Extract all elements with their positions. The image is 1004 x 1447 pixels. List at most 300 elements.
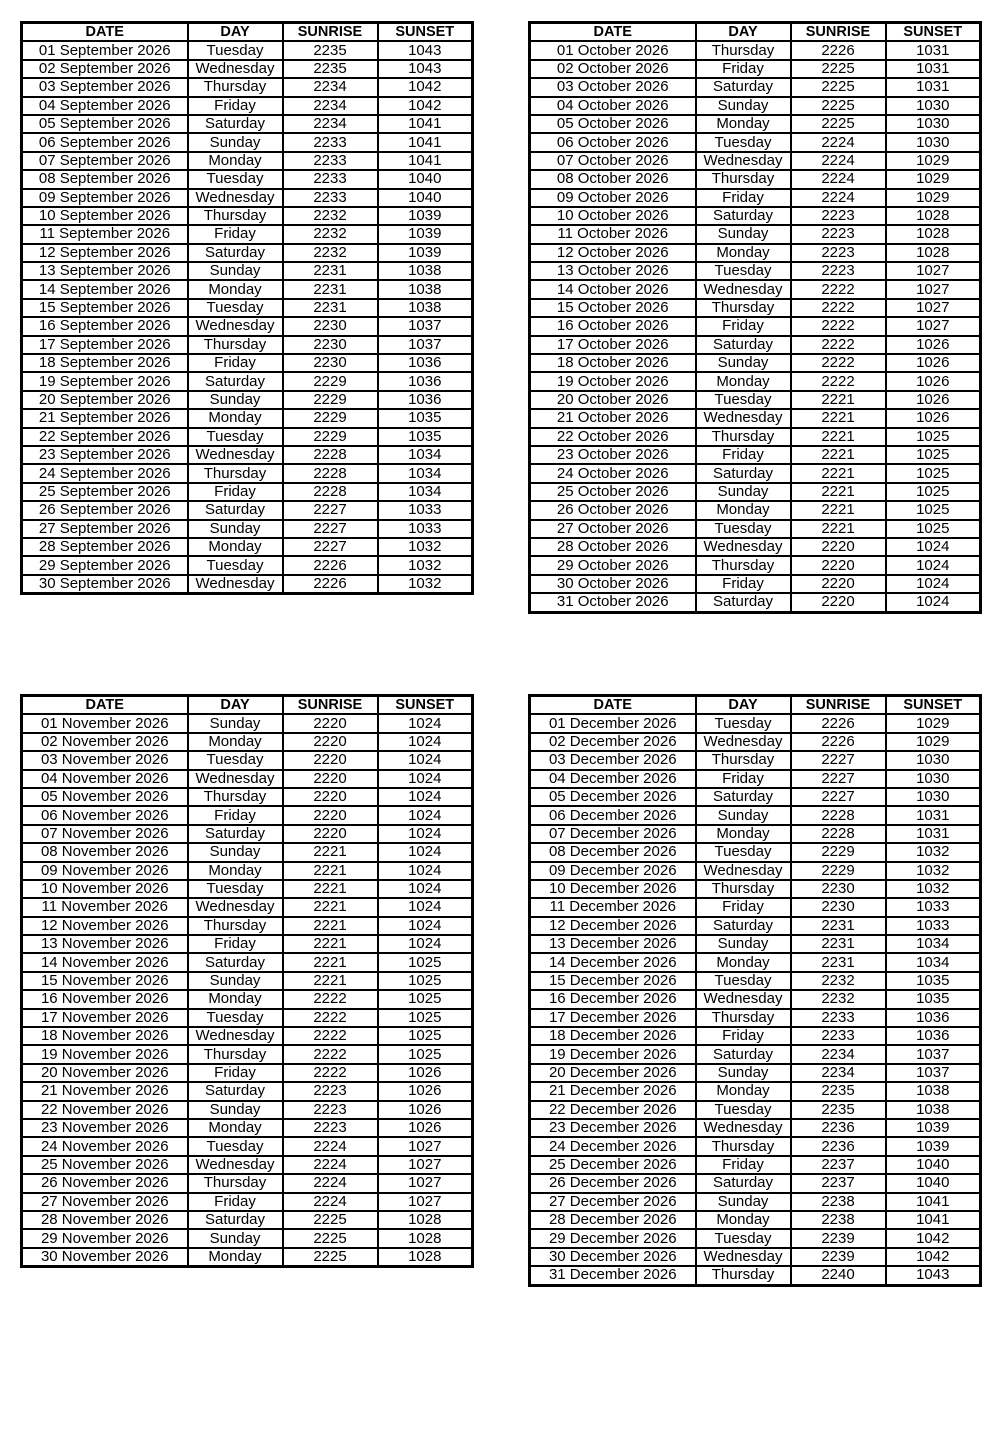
table-row <box>530 770 981 788</box>
table-row <box>22 41 473 59</box>
sunset-cell: 1031 <box>886 806 981 824</box>
date-cell: 19 September 2026 <box>22 372 188 390</box>
sunset-cell: 1031 <box>886 41 981 59</box>
sunset-cell: 1043 <box>886 1266 981 1285</box>
day-cell: Monday <box>188 733 283 751</box>
sunset-cell: 1039 <box>886 1119 981 1137</box>
sunrise-cell: 2230 <box>791 898 886 916</box>
table-row <box>530 336 981 354</box>
sunrise-cell: 2229 <box>791 843 886 861</box>
day-cell: Tuesday <box>188 1137 283 1155</box>
sunrise-cell: 2223 <box>791 244 886 262</box>
date-cell: 18 December 2026 <box>530 1027 696 1045</box>
day-cell: Monday <box>696 244 791 262</box>
day-cell: Thursday <box>696 1137 791 1155</box>
day-cell: Thursday <box>696 170 791 188</box>
sunrise-cell: 2228 <box>283 446 378 464</box>
table-row <box>530 207 981 225</box>
sunset-cell: 1024 <box>378 825 473 843</box>
sunrise-cell: 2224 <box>283 1137 378 1155</box>
date-cell: 31 October 2026 <box>530 593 696 612</box>
header-sunrise: SUNRISE <box>283 23 378 42</box>
date-cell: 15 November 2026 <box>22 972 188 990</box>
sunrise-cell: 2226 <box>283 556 378 574</box>
date-cell: 11 December 2026 <box>530 898 696 916</box>
day-cell: Thursday <box>188 1045 283 1063</box>
sunset-cell: 1038 <box>378 299 473 317</box>
day-cell: Tuesday <box>188 41 283 59</box>
table-row <box>22 1174 473 1192</box>
table-row <box>22 78 473 96</box>
sunset-cell: 1037 <box>378 317 473 335</box>
sunset-cell: 1032 <box>378 575 473 594</box>
day-cell: Friday <box>696 898 791 916</box>
date-cell: 21 October 2026 <box>530 409 696 427</box>
table-row <box>22 299 473 317</box>
table-row <box>22 1211 473 1229</box>
date-cell: 10 September 2026 <box>22 207 188 225</box>
table-row <box>530 501 981 519</box>
sunset-cell: 1033 <box>378 520 473 538</box>
sunset-cell: 1028 <box>378 1211 473 1229</box>
date-cell: 28 December 2026 <box>530 1211 696 1229</box>
date-cell: 26 September 2026 <box>22 501 188 519</box>
sunrise-cell: 2235 <box>283 41 378 59</box>
date-cell: 13 December 2026 <box>530 935 696 953</box>
sunrise-cell: 2237 <box>791 1156 886 1174</box>
sunset-cell: 1033 <box>886 917 981 935</box>
table-row <box>530 575 981 593</box>
date-cell: 23 October 2026 <box>530 446 696 464</box>
sunset-cell: 1032 <box>886 880 981 898</box>
sunset-cell: 1038 <box>378 262 473 280</box>
sunrise-cell: 2222 <box>791 299 886 317</box>
day-cell: Thursday <box>696 428 791 446</box>
sunrise-cell: 2232 <box>283 207 378 225</box>
date-cell: 17 September 2026 <box>22 336 188 354</box>
sunset-cell: 1025 <box>378 1027 473 1045</box>
table-row <box>530 446 981 464</box>
date-cell: 14 October 2026 <box>530 280 696 298</box>
sunrise-cell: 2232 <box>283 225 378 243</box>
table-row <box>22 1229 473 1247</box>
table-row <box>22 428 473 446</box>
sunrise-cell: 2223 <box>791 262 886 280</box>
table-row <box>22 391 473 409</box>
sunrise-cell: 2233 <box>283 170 378 188</box>
table-row <box>530 843 981 861</box>
sunset-cell: 1026 <box>378 1082 473 1100</box>
sunset-cell: 1035 <box>886 990 981 1008</box>
sunset-cell: 1034 <box>378 446 473 464</box>
sunset-cell: 1038 <box>886 1082 981 1100</box>
table-row <box>22 788 473 806</box>
table-row <box>530 115 981 133</box>
date-cell: 23 November 2026 <box>22 1119 188 1137</box>
sunrise-cell: 2222 <box>283 990 378 1008</box>
day-cell: Saturday <box>188 1082 283 1100</box>
table-row <box>530 825 981 843</box>
table-row <box>530 788 981 806</box>
sunset-cell: 1038 <box>378 280 473 298</box>
day-cell: Monday <box>188 538 283 556</box>
sunset-cell: 1041 <box>378 133 473 151</box>
date-cell: 12 December 2026 <box>530 917 696 935</box>
table-row <box>22 520 473 538</box>
sunrise-cell: 2230 <box>791 880 886 898</box>
date-cell: 22 September 2026 <box>22 428 188 446</box>
sunset-cell: 1029 <box>886 733 981 751</box>
sunrise-cell: 2223 <box>791 225 886 243</box>
sunrise-cell: 2227 <box>791 770 886 788</box>
table-row <box>22 1101 473 1119</box>
header-row <box>22 696 473 715</box>
date-cell: 24 October 2026 <box>530 464 696 482</box>
day-cell: Tuesday <box>696 262 791 280</box>
day-cell: Sunday <box>696 354 791 372</box>
sunrise-cell: 2224 <box>283 1156 378 1174</box>
day-cell: Tuesday <box>188 170 283 188</box>
table-row <box>22 751 473 769</box>
header-day: DAY <box>696 23 791 42</box>
sunset-cell: 1024 <box>378 733 473 751</box>
date-cell: 24 December 2026 <box>530 1137 696 1155</box>
date-cell: 11 October 2026 <box>530 225 696 243</box>
sunset-cell: 1029 <box>886 152 981 170</box>
sunrise-cell: 2220 <box>283 751 378 769</box>
day-cell: Wednesday <box>696 862 791 880</box>
date-cell: 20 October 2026 <box>530 391 696 409</box>
sunrise-cell: 2221 <box>791 483 886 501</box>
table-row <box>22 152 473 170</box>
sunrise-cell: 2221 <box>791 391 886 409</box>
sunset-cell: 1031 <box>886 60 981 78</box>
day-cell: Thursday <box>696 1266 791 1285</box>
sunrise-cell: 2221 <box>283 917 378 935</box>
sunset-cell: 1036 <box>378 372 473 390</box>
sunset-cell: 1039 <box>886 1137 981 1155</box>
sunset-cell: 1024 <box>886 575 981 593</box>
day-cell: Saturday <box>188 1211 283 1229</box>
date-cell: 15 December 2026 <box>530 972 696 990</box>
date-cell: 22 November 2026 <box>22 1101 188 1119</box>
day-cell: Monday <box>188 409 283 427</box>
day-cell: Monday <box>188 1119 283 1137</box>
sunset-cell: 1024 <box>378 788 473 806</box>
date-cell: 16 October 2026 <box>530 317 696 335</box>
day-cell: Wednesday <box>188 446 283 464</box>
day-cell: Monday <box>696 372 791 390</box>
day-cell: Tuesday <box>188 299 283 317</box>
sunset-cell: 1024 <box>378 917 473 935</box>
sunset-cell: 1025 <box>378 953 473 971</box>
date-cell: 31 December 2026 <box>530 1266 696 1285</box>
table-row <box>22 189 473 207</box>
date-cell: 08 October 2026 <box>530 170 696 188</box>
sunrise-cell: 2227 <box>283 501 378 519</box>
sunrise-cell: 2231 <box>791 953 886 971</box>
day-cell: Sunday <box>696 806 791 824</box>
sunrise-cell: 2220 <box>791 538 886 556</box>
september-table <box>20 21 474 595</box>
october-table <box>528 21 982 614</box>
table-row <box>530 1193 981 1211</box>
sunset-cell: 1032 <box>886 843 981 861</box>
sunset-cell: 1039 <box>378 225 473 243</box>
sunrise-cell: 2220 <box>283 714 378 732</box>
sunrise-cell: 2231 <box>791 935 886 953</box>
sunset-cell: 1030 <box>886 751 981 769</box>
header-date: DATE <box>530 696 696 715</box>
sunset-cell: 1032 <box>378 556 473 574</box>
sunrise-cell: 2227 <box>283 538 378 556</box>
table-row <box>22 770 473 788</box>
date-cell: 07 October 2026 <box>530 152 696 170</box>
day-cell: Monday <box>696 115 791 133</box>
sunrise-cell: 2236 <box>791 1119 886 1137</box>
date-cell: 27 December 2026 <box>530 1193 696 1211</box>
sunset-cell: 1024 <box>378 751 473 769</box>
sunset-cell: 1025 <box>378 972 473 990</box>
day-cell: Tuesday <box>188 556 283 574</box>
date-cell: 08 September 2026 <box>22 170 188 188</box>
table-row <box>22 1009 473 1027</box>
sunset-cell: 1024 <box>378 898 473 916</box>
header-sunrise: SUNRISE <box>791 696 886 715</box>
sunset-cell: 1024 <box>378 880 473 898</box>
day-cell: Friday <box>188 97 283 115</box>
date-cell: 12 November 2026 <box>22 917 188 935</box>
sunrise-cell: 2234 <box>283 115 378 133</box>
table-row <box>22 538 473 556</box>
sunset-cell: 1041 <box>886 1211 981 1229</box>
day-cell: Saturday <box>696 788 791 806</box>
sunset-cell: 1031 <box>886 825 981 843</box>
table-row <box>22 1248 473 1267</box>
day-cell: Thursday <box>188 1174 283 1192</box>
header-day: DAY <box>188 696 283 715</box>
sunset-cell: 1027 <box>378 1174 473 1192</box>
table-row <box>530 152 981 170</box>
sunset-cell: 1024 <box>378 935 473 953</box>
date-cell: 04 November 2026 <box>22 770 188 788</box>
sunrise-cell: 2224 <box>791 152 886 170</box>
date-cell: 18 October 2026 <box>530 354 696 372</box>
sunrise-cell: 2225 <box>791 60 886 78</box>
day-cell: Saturday <box>188 501 283 519</box>
sunset-cell: 1032 <box>378 538 473 556</box>
table-row <box>22 843 473 861</box>
table-row <box>530 593 981 612</box>
sunset-cell: 1041 <box>378 115 473 133</box>
date-cell: 17 October 2026 <box>530 336 696 354</box>
header-sunrise: SUNRISE <box>791 23 886 42</box>
day-cell: Saturday <box>696 336 791 354</box>
table-row <box>22 1027 473 1045</box>
sunrise-cell: 2222 <box>283 1027 378 1045</box>
day-cell: Monday <box>696 825 791 843</box>
day-cell: Thursday <box>696 880 791 898</box>
day-cell: Thursday <box>696 1009 791 1027</box>
sunset-cell: 1027 <box>886 317 981 335</box>
date-cell: 19 October 2026 <box>530 372 696 390</box>
sunset-cell: 1040 <box>886 1174 981 1192</box>
table-row <box>22 501 473 519</box>
date-cell: 27 September 2026 <box>22 520 188 538</box>
table-row <box>530 133 981 151</box>
sunset-cell: 1042 <box>886 1229 981 1247</box>
table-row <box>22 972 473 990</box>
header-sunset: SUNSET <box>378 696 473 715</box>
date-cell: 05 December 2026 <box>530 788 696 806</box>
header-sunset: SUNSET <box>886 696 981 715</box>
date-cell: 26 November 2026 <box>22 1174 188 1192</box>
sunset-cell: 1038 <box>886 1101 981 1119</box>
sunrise-cell: 2221 <box>791 520 886 538</box>
date-cell: 02 October 2026 <box>530 60 696 78</box>
sunset-cell: 1035 <box>378 428 473 446</box>
sunset-cell: 1029 <box>886 714 981 732</box>
sunrise-cell: 2234 <box>283 97 378 115</box>
sunrise-cell: 2239 <box>791 1248 886 1266</box>
sunrise-cell: 2223 <box>791 207 886 225</box>
sunrise-cell: 2225 <box>283 1248 378 1267</box>
sunset-cell: 1039 <box>378 244 473 262</box>
sunrise-cell: 2221 <box>791 428 886 446</box>
day-cell: Monday <box>696 953 791 971</box>
sunset-cell: 1032 <box>886 862 981 880</box>
sunrise-cell: 2228 <box>283 483 378 501</box>
date-cell: 10 October 2026 <box>530 207 696 225</box>
sunrise-cell: 2221 <box>791 409 886 427</box>
table-row <box>530 1119 981 1137</box>
date-cell: 22 October 2026 <box>530 428 696 446</box>
day-cell: Sunday <box>188 391 283 409</box>
day-cell: Sunday <box>188 133 283 151</box>
sunrise-cell: 2227 <box>791 751 886 769</box>
sunset-cell: 1031 <box>886 78 981 96</box>
table-row <box>530 78 981 96</box>
table-row <box>530 244 981 262</box>
table-row <box>22 556 473 574</box>
date-cell: 30 November 2026 <box>22 1248 188 1267</box>
sunset-cell: 1026 <box>886 372 981 390</box>
date-cell: 01 October 2026 <box>530 41 696 59</box>
sunrise-cell: 2239 <box>791 1229 886 1247</box>
december-table <box>528 694 982 1287</box>
sunrise-cell: 2227 <box>283 520 378 538</box>
day-cell: Friday <box>696 1027 791 1045</box>
november-table <box>20 694 474 1268</box>
day-cell: Friday <box>696 189 791 207</box>
date-cell: 25 November 2026 <box>22 1156 188 1174</box>
date-cell: 28 November 2026 <box>22 1211 188 1229</box>
table-row <box>22 262 473 280</box>
date-cell: 27 November 2026 <box>22 1193 188 1211</box>
sunrise-cell: 2222 <box>791 317 886 335</box>
date-cell: 29 October 2026 <box>530 556 696 574</box>
table-row <box>22 170 473 188</box>
day-cell: Saturday <box>696 917 791 935</box>
date-cell: 16 November 2026 <box>22 990 188 1008</box>
date-cell: 05 October 2026 <box>530 115 696 133</box>
day-cell: Tuesday <box>188 1009 283 1027</box>
table-row <box>22 244 473 262</box>
table-row <box>530 1064 981 1082</box>
date-cell: 04 September 2026 <box>22 97 188 115</box>
sunset-cell: 1026 <box>886 391 981 409</box>
day-cell: Saturday <box>696 464 791 482</box>
date-cell: 20 December 2026 <box>530 1064 696 1082</box>
sunset-cell: 1027 <box>886 280 981 298</box>
sunset-cell: 1043 <box>378 41 473 59</box>
date-cell: 04 October 2026 <box>530 97 696 115</box>
day-cell: Tuesday <box>188 751 283 769</box>
day-cell: Sunday <box>696 1193 791 1211</box>
table-row <box>22 372 473 390</box>
sunrise-cell: 2232 <box>791 990 886 1008</box>
table-row <box>530 225 981 243</box>
sunset-cell: 1028 <box>886 244 981 262</box>
date-cell: 02 November 2026 <box>22 733 188 751</box>
table-row <box>530 1045 981 1063</box>
day-cell: Saturday <box>188 244 283 262</box>
sunrise-cell: 2237 <box>791 1174 886 1192</box>
date-cell: 15 October 2026 <box>530 299 696 317</box>
sunset-cell: 1024 <box>378 714 473 732</box>
date-cell: 06 October 2026 <box>530 133 696 151</box>
table-row <box>530 751 981 769</box>
day-cell: Thursday <box>696 299 791 317</box>
sunset-cell: 1026 <box>378 1119 473 1137</box>
header-sunset: SUNSET <box>378 23 473 42</box>
table-row <box>22 317 473 335</box>
table-row <box>22 115 473 133</box>
table-row <box>22 898 473 916</box>
header-date: DATE <box>530 23 696 42</box>
sunset-cell: 1024 <box>378 843 473 861</box>
day-cell: Thursday <box>696 41 791 59</box>
table-row <box>530 917 981 935</box>
day-cell: Monday <box>188 990 283 1008</box>
sunrise-cell: 2231 <box>283 280 378 298</box>
table-row <box>530 1027 981 1045</box>
sunset-cell: 1040 <box>378 170 473 188</box>
date-cell: 29 December 2026 <box>530 1229 696 1247</box>
day-cell: Saturday <box>188 825 283 843</box>
sunset-cell: 1035 <box>378 409 473 427</box>
date-cell: 24 November 2026 <box>22 1137 188 1155</box>
date-cell: 17 December 2026 <box>530 1009 696 1027</box>
table-row <box>22 880 473 898</box>
day-cell: Wednesday <box>188 1027 283 1045</box>
sunrise-cell: 2226 <box>791 714 886 732</box>
sunset-cell: 1024 <box>378 806 473 824</box>
day-cell: Wednesday <box>696 1248 791 1266</box>
sunset-cell: 1042 <box>378 97 473 115</box>
sunset-cell: 1030 <box>886 788 981 806</box>
table-row <box>22 409 473 427</box>
day-cell: Friday <box>696 446 791 464</box>
day-cell: Thursday <box>188 336 283 354</box>
date-cell: 20 November 2026 <box>22 1064 188 1082</box>
date-cell: 15 September 2026 <box>22 299 188 317</box>
date-cell: 07 November 2026 <box>22 825 188 843</box>
day-cell: Tuesday <box>188 880 283 898</box>
sunrise-cell: 2222 <box>283 1045 378 1063</box>
date-cell: 28 October 2026 <box>530 538 696 556</box>
day-cell: Tuesday <box>188 428 283 446</box>
